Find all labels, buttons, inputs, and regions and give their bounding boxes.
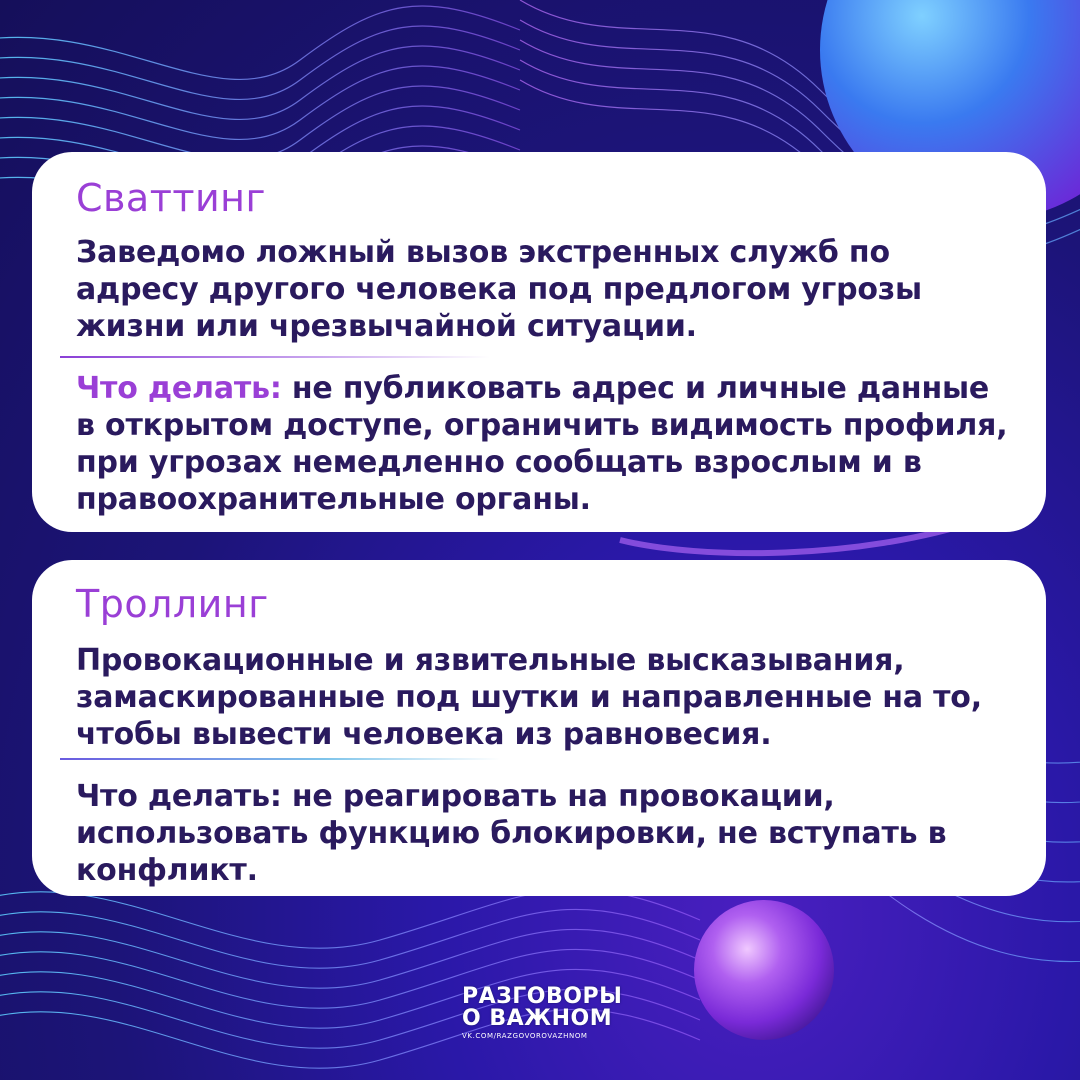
action-label: Что делать: (76, 779, 282, 814)
action-text: не публиковать адрес и личные данные в открытом доступе, ограничить видимость профиля, при угрозах немедленно сообщать взрослым и в правоохранительные органы. (76, 371, 1008, 517)
action-label: Что делать: (76, 371, 282, 406)
card-action (76, 370, 1016, 518)
sphere-bottom (694, 900, 834, 1040)
card-title: Сваттинг (76, 176, 266, 220)
card-trolling (32, 560, 1046, 896)
divider (60, 758, 500, 760)
brand-logo (462, 986, 622, 1042)
logo-url: VK.COM/RAZGOVOROVAZHNOM (462, 1032, 588, 1040)
action-text: не реагировать на провокации, использовать функцию блокировки, не вступать в конфликт. (76, 779, 947, 888)
logo-line-2: О ВАЖНОМ (462, 1006, 613, 1031)
card-swatting (32, 152, 1046, 532)
card-description: Провокационные и язвительные высказывания, замаскированные под шутки и направленные на то, чтобы вывести человека из равновесия. (76, 643, 982, 752)
card-description: Заведомо ложный вызов экстренных служб по адресу другого человека под предлогом угрозы жизни или чрезвычайной ситуации. (76, 235, 922, 344)
logo-line-1: РАЗГОВОРЫ (462, 984, 623, 1009)
card-title: Троллинг (76, 582, 269, 626)
divider (60, 356, 490, 358)
card-action (76, 778, 1016, 889)
